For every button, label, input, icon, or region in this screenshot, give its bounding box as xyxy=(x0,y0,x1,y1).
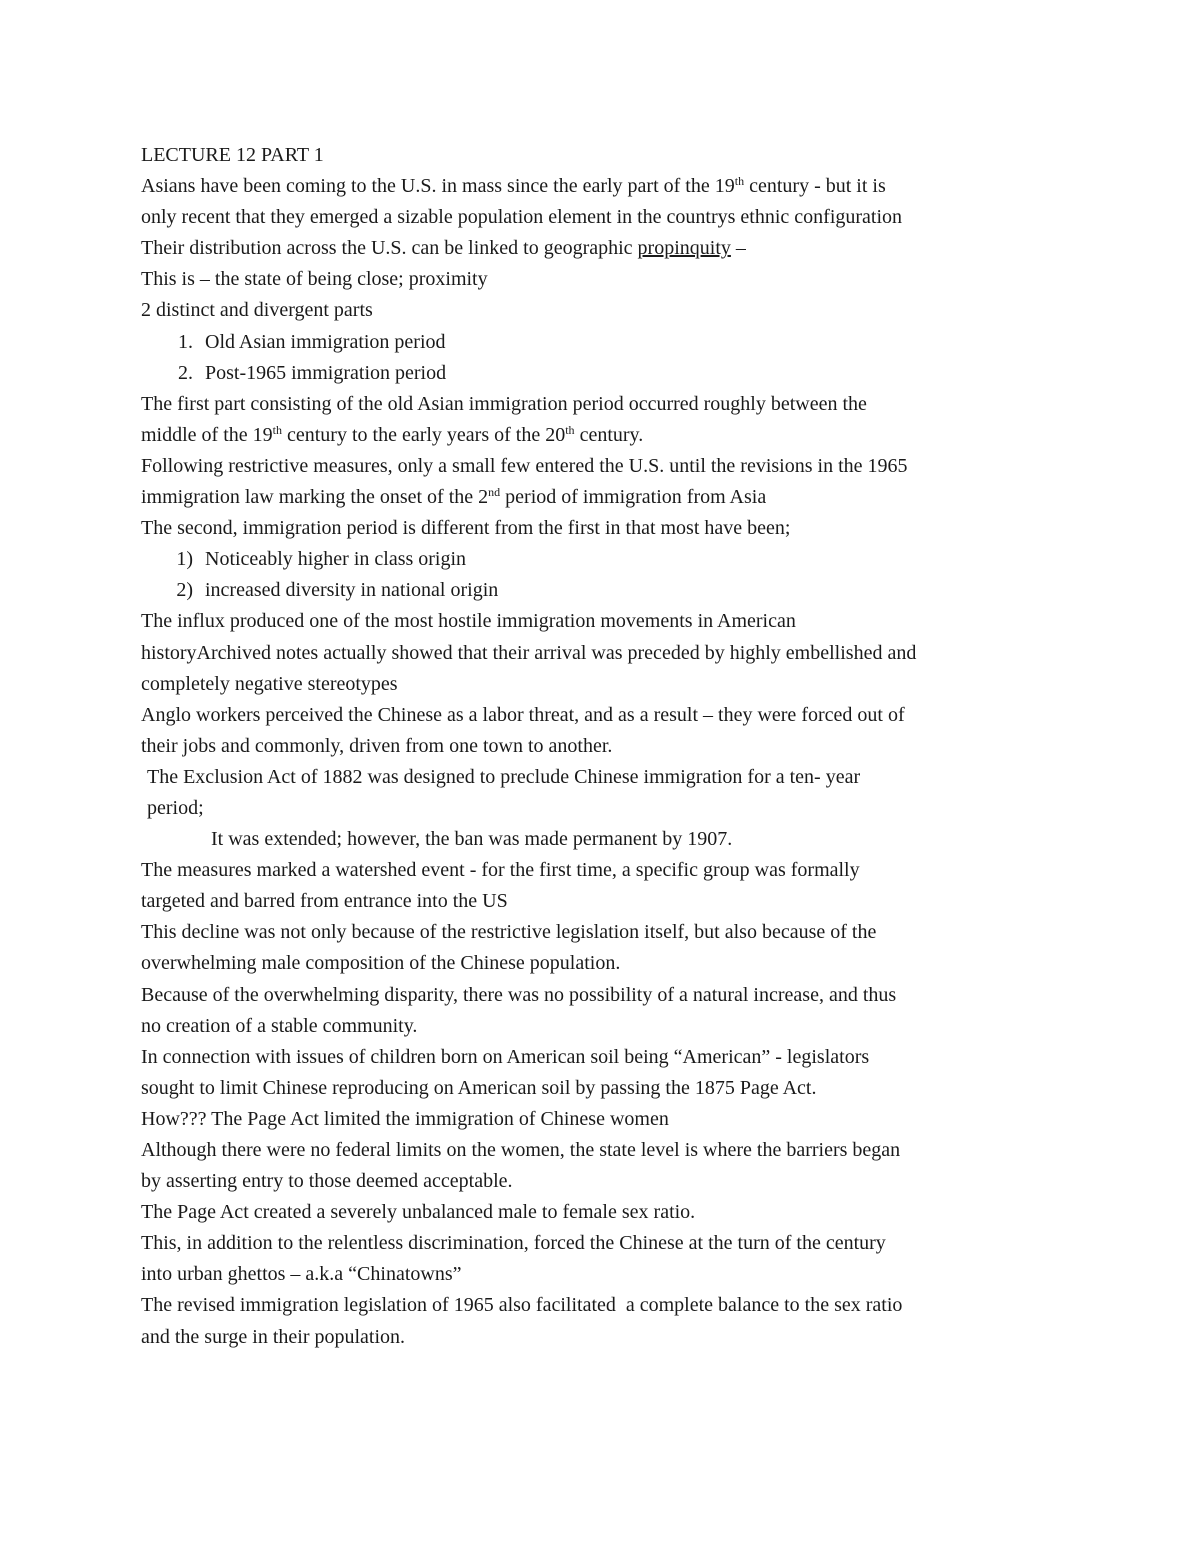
text-run: period of immigration from Asia xyxy=(500,486,767,509)
list-item xyxy=(141,358,1071,389)
list-item xyxy=(141,327,1071,358)
paragraph-line: and the surge in their population. xyxy=(141,1325,406,1348)
paragraph-line: no creation of a stable community. xyxy=(141,1014,418,1037)
paragraph-line: completely negative stereotypes xyxy=(141,672,398,695)
paragraph-line: Although there were no federal limits on the women, the state level is where the barriers began xyxy=(141,1139,901,1161)
list-text: Noticeably higher in class origin xyxy=(205,548,467,571)
paragraph-line: period; xyxy=(147,796,204,819)
list-marker: 2) xyxy=(176,579,193,602)
underlined-term: propinquity xyxy=(637,237,731,260)
superscript: th xyxy=(734,174,745,189)
paragraph-line: This, in addition to the relentless discrimination, forced the Chinese at the turn of the century xyxy=(141,1232,886,1255)
paragraph-line: Anglo workers perceived the Chinese as a labor threat, and as a result – they were forced out of xyxy=(141,703,905,726)
paragraph-line: their jobs and commonly, driven from one town to another. xyxy=(141,734,613,757)
paragraph-line: The influx produced one of the most hostile immigration movements in American xyxy=(141,610,796,633)
paragraph-line: into urban ghettos – a.k.a “Chinatowns” xyxy=(141,1263,462,1286)
paragraph-line: sought to limit Chinese reproducing on American soil by passing the 1875 Page Act. xyxy=(141,1076,817,1099)
text-run: century. xyxy=(574,423,644,446)
paragraph-line: It was extended; however, the ban was made permanent by 1907. xyxy=(211,828,733,851)
paragraph-line xyxy=(141,420,1071,451)
text-run: immigration law marking the onset of the 2 xyxy=(141,486,489,509)
text-run: Asians have been coming to the U.S. in mass since the early part of the 19 xyxy=(141,175,735,198)
paragraph-line: The revised immigration legislation of 1965 also facilitated a complete balance to the sex ratio xyxy=(141,1294,903,1317)
paragraph-line: This decline was not only because of the restrictive legislation itself, but also because of the xyxy=(141,921,877,944)
text-run: middle of the 19 xyxy=(141,423,273,446)
paragraph-line: The Page Act created a severely unbalanced male to female sex ratio. xyxy=(141,1201,696,1224)
list-marker: 1. xyxy=(178,330,193,353)
paragraph-line xyxy=(141,171,1071,202)
paragraph-line: Following restrictive measures, only a small few entered the U.S. until the revisions in the 1965 xyxy=(141,454,908,477)
text-run: Their distribution across the U.S. can be linked to geographic xyxy=(141,237,638,260)
list-item xyxy=(141,575,1071,606)
superscript: th xyxy=(272,422,282,437)
text-run: century to the early years of the 20 xyxy=(281,423,566,446)
document-page xyxy=(141,140,1071,1353)
text-run: – xyxy=(730,237,746,260)
paragraph-line: The second, immigration period is different from the first in that most have been; xyxy=(141,517,791,540)
numbered-list xyxy=(141,544,1071,606)
paragraph-line: The Exclusion Act of 1882 was designed to preclude Chinese immigration for a ten- year xyxy=(147,765,861,788)
list-text: Old Asian immigration period xyxy=(205,330,446,353)
paragraph-line: 2 distinct and divergent parts xyxy=(141,299,373,322)
list-marker: 2. xyxy=(178,361,193,384)
paragraph-line xyxy=(141,233,1071,264)
list-marker: 1) xyxy=(176,548,193,571)
list-item xyxy=(141,544,1071,575)
paragraph-line: The first part consisting of the old Asian immigration period occurred roughly between the xyxy=(141,392,867,415)
superscript: th xyxy=(565,422,575,437)
paragraph-line: The measures marked a watershed event - for the first time, a specific group was formally xyxy=(141,859,860,882)
paragraph-line: targeted and barred from entrance into the US xyxy=(141,890,508,913)
paragraph-line: In connection with issues of children born on American soil being “American” - legislators xyxy=(141,1045,870,1068)
document-title: LECTURE 12 PART 1 xyxy=(141,144,324,166)
text-run: century - but it is xyxy=(744,175,886,198)
paragraph-line: overwhelming male composition of the Chinese population. xyxy=(141,952,621,975)
paragraph-line: historyArchived notes actually showed that their arrival was preceded by highly embellished and xyxy=(141,641,917,664)
superscript: nd xyxy=(488,485,501,500)
paragraph-line: Because of the overwhelming disparity, there was no possibility of a natural increase, and thus xyxy=(141,983,897,1006)
paragraph-line: by asserting entry to those deemed acceptable. xyxy=(141,1170,513,1193)
list-text: increased diversity in national origin xyxy=(205,579,499,602)
paragraph-line xyxy=(141,482,1071,513)
numbered-list xyxy=(141,327,1071,389)
list-text: Post-1965 immigration period xyxy=(205,361,447,384)
paragraph-line: This is – the state of being close; proximity xyxy=(141,268,488,291)
paragraph-line: How??? The Page Act limited the immigration of Chinese women xyxy=(141,1107,669,1130)
paragraph-line: only recent that they emerged a sizable population element in the countrys ethnic configuration xyxy=(141,206,903,229)
